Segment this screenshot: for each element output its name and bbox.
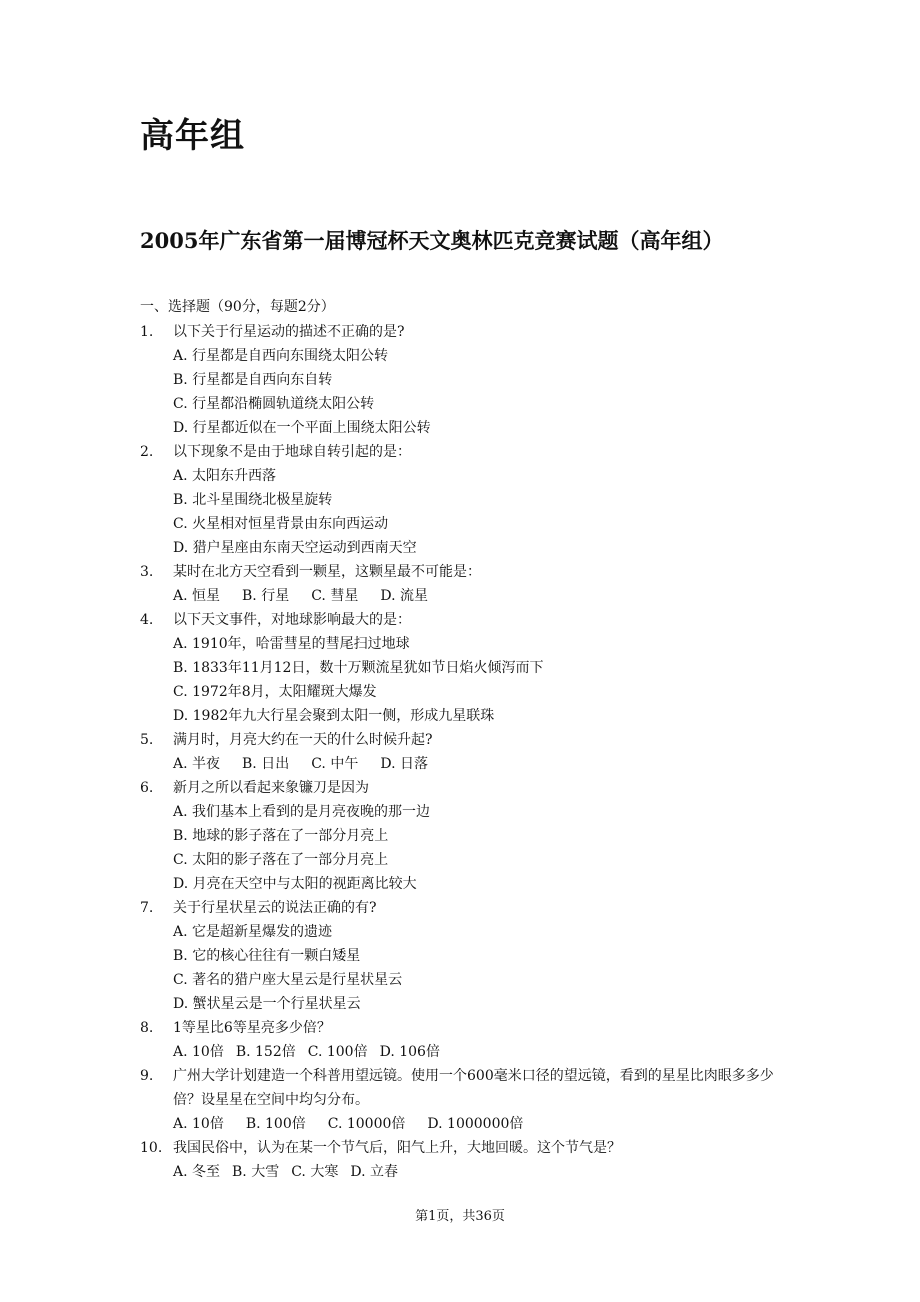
option-c: C. 100倍 bbox=[307, 1044, 368, 1060]
question-number: 5. bbox=[140, 732, 154, 748]
question-text: 某时在北方天空看到一颗星，这颗星最不可能是： bbox=[173, 564, 481, 580]
option-d: D. 1000000倍 bbox=[427, 1116, 524, 1132]
option-a: A. 行星都是自西向东围绕太阳公转 bbox=[173, 348, 389, 364]
question-number: 3. bbox=[140, 564, 154, 580]
question-number: 4. bbox=[140, 612, 154, 628]
option-d: D. 行星都近似在一个平面上围绕太阳公转 bbox=[173, 420, 431, 436]
question-text: 以下现象不是由于地球自转引起的是： bbox=[173, 444, 411, 460]
option-a: A. 1910年，哈雷彗星的彗尾扫过地球 bbox=[173, 636, 410, 652]
option-a: A. 10倍 bbox=[173, 1116, 224, 1132]
question-list bbox=[140, 320, 800, 1184]
question-number: 7. bbox=[140, 900, 154, 916]
question-5 bbox=[140, 728, 800, 776]
question-number: 6. bbox=[140, 780, 154, 796]
question-text: 1等星比6等星亮多少倍？ bbox=[173, 1020, 331, 1036]
option-d: D. 流星 bbox=[380, 588, 428, 604]
question-text: 我国民俗中，认为在某一个节气后，阳气上升，大地回暖。这个节气是？ bbox=[173, 1140, 621, 1156]
question-7 bbox=[140, 896, 800, 1016]
option-c: C. 中午 bbox=[311, 756, 359, 772]
option-c: C. 火星相对恒星背景由东向西运动 bbox=[173, 516, 389, 532]
option-d: D. 立春 bbox=[350, 1164, 398, 1180]
question-6 bbox=[140, 776, 800, 896]
question-number: 1. bbox=[140, 324, 154, 340]
option-c: C. 太阳的影子落在了一部分月亮上 bbox=[173, 852, 389, 868]
option-d: D. 日落 bbox=[380, 756, 428, 772]
option-c: C. 10000倍 bbox=[327, 1116, 406, 1132]
document-title: 2005年广东省第一届博冠杯天文奥林匹克竞赛试题（高年组） bbox=[140, 228, 724, 253]
option-b: B. 大雪 bbox=[232, 1164, 280, 1180]
option-a: A. 我们基本上看到的是月亮夜晚的那一边 bbox=[173, 804, 431, 820]
option-d: D. 猎户星座由东南天空运动到西南天空 bbox=[173, 540, 417, 556]
question-text: 关于行星状星云的说法正确的有? bbox=[173, 900, 377, 916]
question-text: 以下天文事件，对地球影响最大的是： bbox=[173, 612, 411, 628]
question-9 bbox=[140, 1064, 800, 1136]
question-number: 2. bbox=[140, 444, 154, 460]
option-b: B. 日出 bbox=[242, 756, 290, 772]
option-c: C. 大寒 bbox=[291, 1164, 339, 1180]
option-a: A. 恒星 bbox=[173, 588, 221, 604]
question-number: 9. bbox=[140, 1068, 154, 1084]
question-3 bbox=[140, 560, 800, 608]
option-b: B. 1833年11月12日，数十万颗流星犹如节日焰火倾泻而下 bbox=[173, 660, 544, 676]
question-text: 满月时，月亮大约在一天的什么时候升起? bbox=[173, 732, 433, 748]
question-4 bbox=[140, 608, 800, 728]
option-a: A. 10倍 bbox=[173, 1044, 224, 1060]
question-10 bbox=[140, 1136, 800, 1184]
group-title: 高年组 bbox=[140, 116, 245, 156]
option-c: C. 行星都沿椭圆轨道绕太阳公转 bbox=[173, 396, 375, 412]
option-b: B. 行星 bbox=[242, 588, 290, 604]
option-d: D. 1982年九大行星会聚到太阳一侧，形成九星联珠 bbox=[173, 708, 495, 724]
option-b: B. 100倍 bbox=[245, 1116, 306, 1132]
question-text: 新月之所以看起来象镰刀是因为 bbox=[173, 780, 369, 796]
question-number: 8. bbox=[140, 1020, 154, 1036]
question-8 bbox=[140, 1016, 800, 1064]
option-b: B. 行星都是自西向东自转 bbox=[173, 372, 333, 388]
question-text: 广州大学计划建造一个科普用望远镜。使用一个600毫米口径的望远镜，看到的星星比肉眼多多少倍？设星星在空间中均匀分布。 bbox=[173, 1068, 774, 1108]
option-d: D. 蟹状星云是一个行星状星云 bbox=[173, 996, 361, 1012]
option-c: C. 1972年8月，太阳耀斑大爆发 bbox=[173, 684, 377, 700]
question-text: 以下关于行星运动的描述不正确的是? bbox=[173, 324, 405, 340]
question-number: 10. bbox=[140, 1140, 163, 1156]
option-a: A. 太阳东升西落 bbox=[173, 468, 277, 484]
option-c: C. 彗星 bbox=[311, 588, 359, 604]
question-2 bbox=[140, 440, 800, 560]
option-d: D. 月亮在天空中与太阳的视距离比较大 bbox=[173, 876, 417, 892]
option-a: A. 冬至 bbox=[173, 1164, 221, 1180]
option-a: A. 半夜 bbox=[173, 756, 221, 772]
option-b: B. 它的核心往往有一颗白矮星 bbox=[173, 948, 361, 964]
option-b: B. 152倍 bbox=[235, 1044, 296, 1060]
option-c: C. 著名的猎户座大星云是行星状星云 bbox=[173, 972, 403, 988]
section-heading: 一、选择题（90分，每题2分） bbox=[140, 299, 335, 315]
option-a: A. 它是超新星爆发的遗迹 bbox=[173, 924, 333, 940]
page-footer: 第1页，共36页 bbox=[415, 1209, 505, 1224]
question-1 bbox=[140, 320, 800, 440]
option-b: B. 北斗星围绕北极星旋转 bbox=[173, 492, 333, 508]
option-d: D. 106倍 bbox=[379, 1044, 440, 1060]
option-b: B. 地球的影子落在了一部分月亮上 bbox=[173, 828, 389, 844]
